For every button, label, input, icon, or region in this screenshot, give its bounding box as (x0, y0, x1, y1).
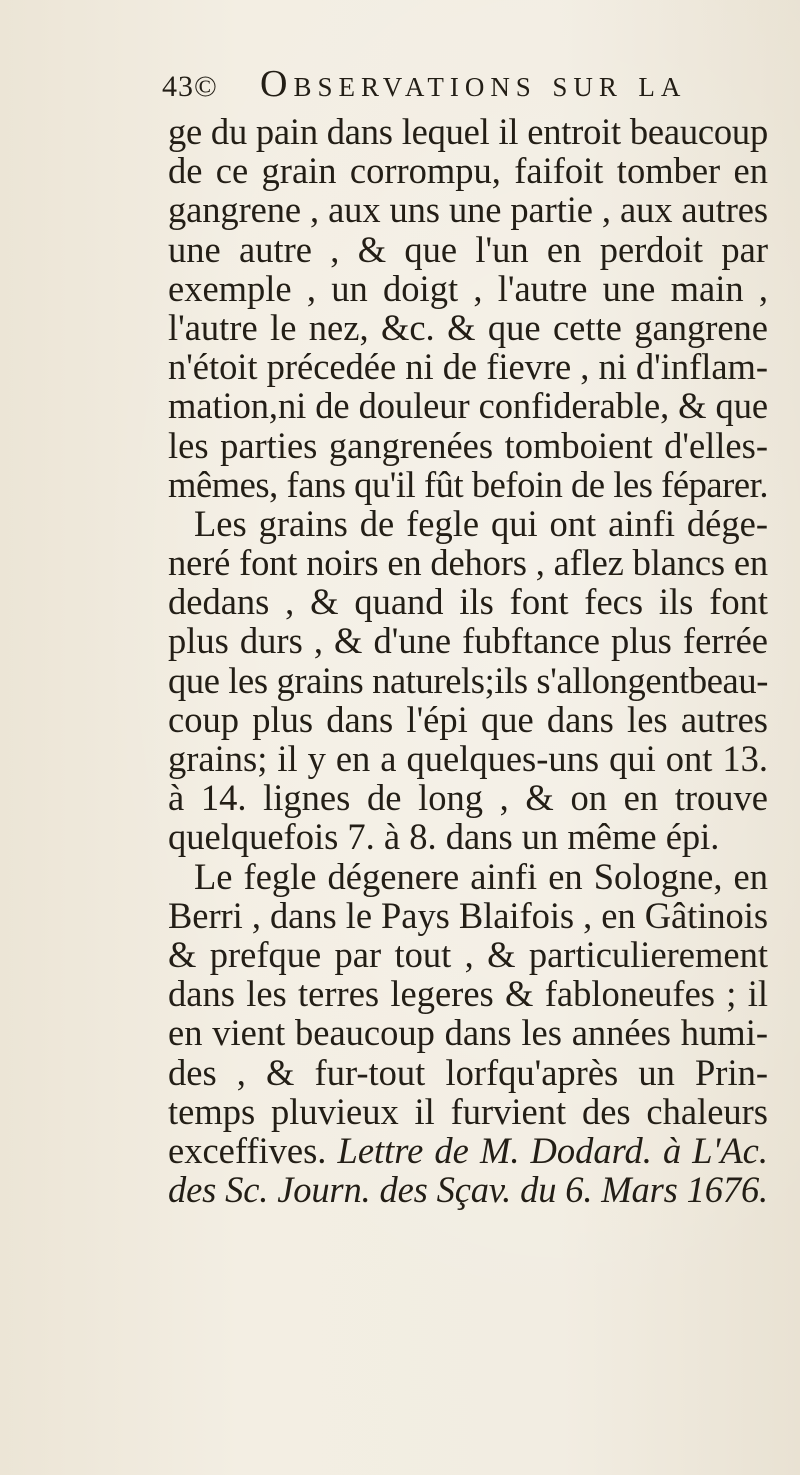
text-line: quelquefois 7. à 8. dans un même épi. (168, 816, 720, 858)
text-line: exemple , un doigt , l'autre une main , (168, 267, 768, 309)
paragraph-start-line: Le fegle dégenere ainfi en Sologne, en (194, 855, 768, 897)
text-line: à 14. lignes de long , & on en trouve (168, 777, 768, 819)
page-number: 43© (162, 70, 218, 103)
text-line: gangrene , aux uns une partie , aux autres (168, 189, 768, 231)
text-line: dans les terres legeres & fabloneufes ; il (168, 973, 768, 1015)
text-line: de ce grain corrompu, faifoit tomber en (168, 150, 768, 192)
text-line: dedans , & quand ils font fecs ils font (168, 581, 768, 623)
paragraph-start-line: Les grains de fegle qui ont ainfi dége- (194, 502, 768, 544)
text-line: ge du pain dans lequel il entroit beaucoup (168, 111, 768, 152)
text-line: n'étoit précedée ni de fievre , ni d'inflam- (168, 346, 768, 388)
text-line: mation,ni de douleur confiderable, & que (168, 385, 768, 427)
body-text (168, 112, 768, 1209)
text-line: en vient beaucoup dans les années humi- (168, 1012, 768, 1054)
text-line: grains; il y en a quelques-uns qui ont 13. (168, 738, 768, 779)
running-title: Observations sur la (260, 63, 687, 105)
text-line: mêmes, fans qu'il fût befoin de les féparer. (168, 463, 768, 505)
page-header (162, 62, 762, 112)
text-line: une autre , & que l'un en perdoit par (168, 228, 768, 270)
text-line: que les grains naturels;ils s'allongentbeau- (168, 659, 768, 701)
text-line: coup plus dans l'épi que dans les autres (168, 698, 768, 740)
citation-line: des Sc. Journ. des Sçav. du 6. Mars 1676. (168, 1169, 768, 1211)
text-line: Berri , dans le Pays Blaifois , en Gâtinois (168, 894, 768, 936)
text-line: neré font noirs en dehors , aflez blancs en (168, 542, 768, 584)
text-line: les parties gangrenées tomboient d'elles- (168, 424, 768, 466)
text-line: plus durs , & d'une fubftance plus ferrée (168, 620, 768, 662)
text-line: & prefque par tout , & particulierement (168, 933, 768, 975)
text-line: des , & fur-tout lorfqu'après un Prin- (168, 1051, 768, 1093)
text-line: exceffives. Lettre de M. Dodard. à L'Ac. (168, 1129, 769, 1171)
text-line: l'autre le nez, &c. & que cette gangrene (168, 306, 768, 348)
citation-text: Lettre de M. Dodard. à L'Ac. (337, 1129, 769, 1171)
text-line: temps pluvieux il furvient des chaleurs (168, 1090, 768, 1132)
